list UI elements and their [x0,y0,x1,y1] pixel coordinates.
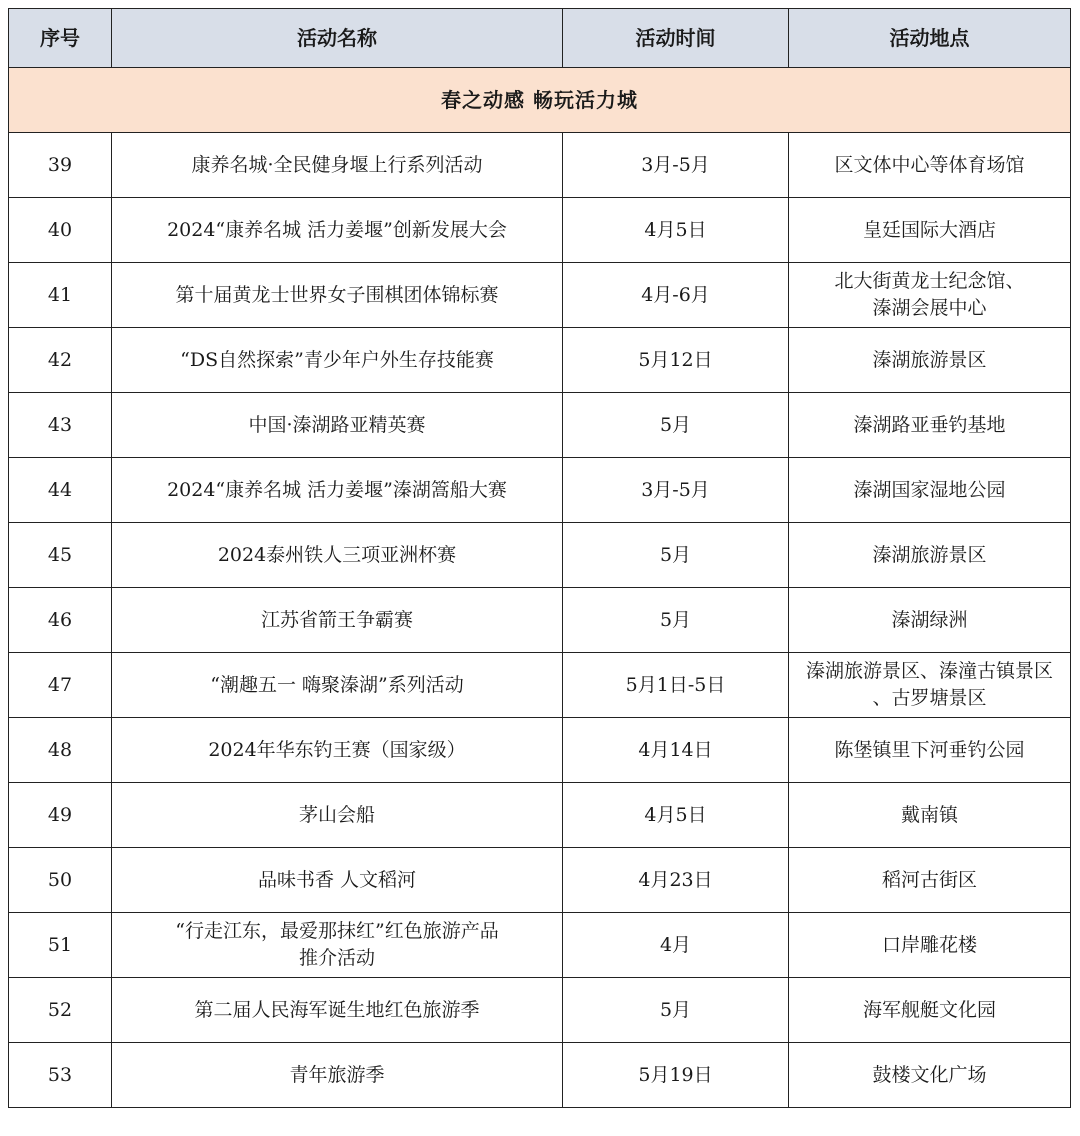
cell-name [112,783,563,848]
cell-time: 5月 [563,393,789,458]
cell-name-line: 江苏省箭王争霸赛 [260,608,413,631]
cell-no: 52 [9,978,112,1043]
cell-name [112,848,563,913]
table-row [9,198,1071,263]
cell-name-line: 2024“康养名城 活力姜堰”溱湖篙船大赛 [167,478,507,501]
cell-name [112,133,563,198]
cell-no: 39 [9,133,112,198]
cell-name [112,263,563,328]
cell-name [112,393,563,458]
cell-time: 4月14日 [563,718,789,783]
cell-name-line: 第二届人民海军诞生地红色旅游季 [194,998,480,1021]
table-row [9,263,1071,328]
cell-name-line: 品味书香 人文稻河 [257,868,417,891]
table-row [9,978,1071,1043]
header-place: 活动地点 [789,9,1071,68]
cell-place-line: 溱湖绿洲 [891,608,968,631]
cell-name [112,198,563,263]
cell-place-line: 鼓楼文化广场 [872,1063,987,1086]
cell-time: 5月12日 [563,328,789,393]
cell-place-line: 溱湖国家湿地公园 [853,478,1006,501]
cell-time: 5月 [563,588,789,653]
cell-no: 53 [9,1043,112,1108]
cell-name-line: 推介活动 [298,947,375,969]
table-row [9,523,1071,588]
table-row [9,718,1071,783]
cell-place [789,328,1071,393]
table-row [9,653,1071,718]
cell-no: 47 [9,653,112,718]
cell-no: 41 [9,263,112,328]
cell-name-line: “行走江东，最爱那抹红”红色旅游产品 [175,920,499,942]
cell-no: 43 [9,393,112,458]
cell-time: 4月-6月 [563,263,789,328]
events-table [8,8,1071,1108]
cell-name-line: 中国·溱湖路亚精英赛 [248,413,426,436]
cell-time: 5月19日 [563,1043,789,1108]
cell-name [112,913,563,978]
cell-name-line: 第十届黄龙士世界女子围棋团体锦标赛 [175,283,499,306]
cell-no: 50 [9,848,112,913]
header-name: 活动名称 [112,9,563,68]
cell-time: 3月-5月 [563,133,789,198]
cell-place [789,718,1071,783]
cell-name-line: 茅山会船 [298,803,375,826]
cell-place [789,393,1071,458]
cell-place [789,588,1071,653]
cell-place-line: 皇廷国际大酒店 [862,218,996,241]
cell-name [112,718,563,783]
cell-place [789,848,1071,913]
cell-no: 48 [9,718,112,783]
cell-place [789,783,1071,848]
cell-no: 46 [9,588,112,653]
cell-place [789,1043,1071,1108]
cell-place-line: 北大街黄龙士纪念馆、 [834,270,1025,292]
table-row [9,1043,1071,1108]
cell-time: 4月23日 [563,848,789,913]
cell-name-line: “潮趣五一 嗨聚溱湖”系列活动 [210,673,464,696]
header-no: 序号 [9,9,112,68]
cell-time: 4月5日 [563,783,789,848]
cell-name-line: 康养名城·全民健身堰上行系列活动 [191,153,483,176]
cell-name-line: 2024“康养名城 活力姜堰”创新发展大会 [167,218,507,241]
cell-name [112,1043,563,1108]
cell-time: 5月 [563,523,789,588]
cell-place-line: 稻河古街区 [881,868,977,891]
table-row [9,913,1071,978]
cell-name [112,523,563,588]
table-row [9,458,1071,523]
table-row [9,783,1071,848]
cell-name [112,588,563,653]
cell-name-line: 青年旅游季 [289,1063,385,1086]
cell-no: 42 [9,328,112,393]
cell-name-line: “DS自然探索”青少年户外生存技能赛 [180,348,494,371]
table-row [9,393,1071,458]
cell-place [789,458,1071,523]
cell-place-line: 戴南镇 [900,803,958,826]
cell-no: 45 [9,523,112,588]
cell-place-line: 区文体中心等体育场馆 [834,153,1025,176]
cell-place [789,913,1071,978]
cell-no: 40 [9,198,112,263]
cell-name [112,978,563,1043]
cell-name-line: 2024泰州铁人三项亚洲杯赛 [217,543,457,566]
cell-place-line: 海军舰艇文化园 [862,998,996,1021]
table-row [9,328,1071,393]
cell-place-line: 溱湖旅游景区 [872,348,987,371]
cell-place [789,523,1071,588]
cell-place-line: 溱湖路亚垂钓基地 [853,413,1006,436]
cell-time: 3月-5月 [563,458,789,523]
cell-place [789,133,1071,198]
cell-place-line: 溱湖旅游景区 [872,543,987,566]
cell-no: 44 [9,458,112,523]
cell-place [789,978,1071,1043]
table-row [9,588,1071,653]
cell-place [789,263,1071,328]
cell-no: 49 [9,783,112,848]
cell-no: 51 [9,913,112,978]
cell-place-line: 陈堡镇里下河垂钓公园 [834,738,1025,761]
cell-place [789,198,1071,263]
section-row [9,68,1071,133]
cell-name-line: 2024年华东钓王赛（国家级） [208,738,466,761]
table-row [9,133,1071,198]
cell-time: 5月1日-5日 [563,653,789,718]
header-time: 活动时间 [563,9,789,68]
header-row [9,9,1071,68]
cell-name [112,458,563,523]
cell-name [112,328,563,393]
table-row [9,848,1071,913]
cell-name [112,653,563,718]
cell-place-line: 溱湖旅游景区、溱潼古镇景区 [805,660,1053,682]
section-title: 春之动感 畅玩活力城 [9,68,1071,133]
cell-place-line: 、古罗塘景区 [872,687,987,709]
cell-place [789,653,1071,718]
cell-time: 5月 [563,978,789,1043]
cell-place-line: 口岸雕花楼 [881,933,977,956]
cell-time: 4月 [563,913,789,978]
cell-time: 4月5日 [563,198,789,263]
cell-place-line: 溱湖会展中心 [872,297,987,319]
